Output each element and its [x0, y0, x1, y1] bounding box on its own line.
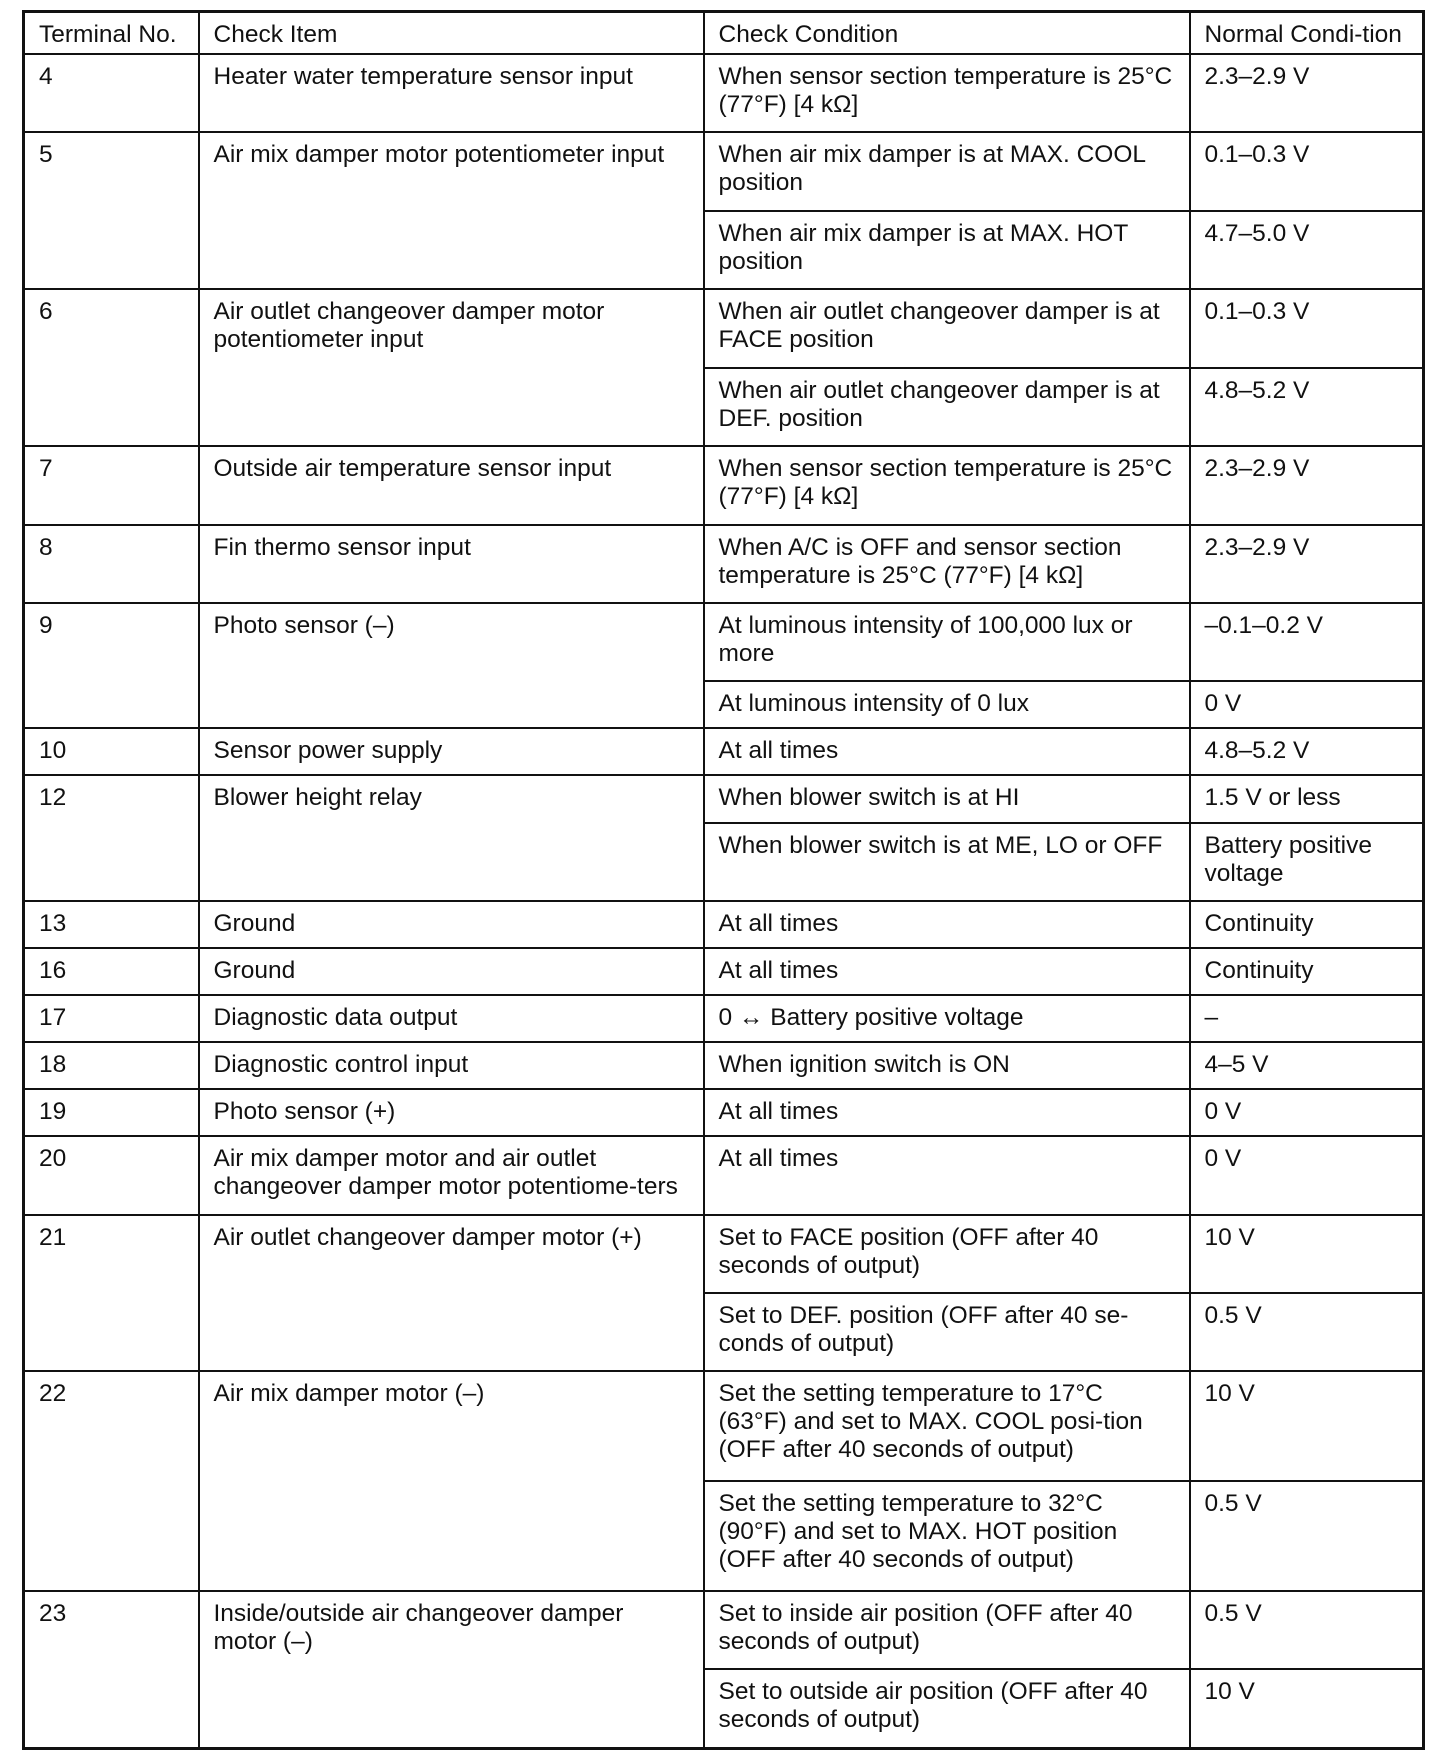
header-check-condition: Check Condition [704, 12, 1190, 55]
terminal-number: 18 [24, 1042, 199, 1089]
normal-condition: 4.7–5.0 V [1190, 211, 1424, 289]
check-item: Air mix damper motor and air outlet changeover damper motor potentiome-ters [199, 1136, 704, 1214]
check-condition: Set the setting temperature to 17°C (63°F) and set to MAX. COOL posi-tion (OFF after 40 seconds of output) [704, 1371, 1190, 1481]
normal-condition: 10 V [1190, 1669, 1424, 1748]
table-row [24, 54, 1424, 132]
terminal-number: 9 [24, 603, 199, 728]
check-item: Sensor power supply [199, 728, 704, 775]
normal-condition: 0.5 V [1190, 1481, 1424, 1591]
terminal-number: 19 [24, 1089, 199, 1136]
check-condition: At all times [704, 948, 1190, 995]
normal-condition: Continuity [1190, 901, 1424, 948]
header-normal-condition: Normal Condi-tion [1190, 12, 1424, 55]
check-condition: When ignition switch is ON [704, 1042, 1190, 1089]
table-row [24, 603, 1424, 681]
check-item: Air outlet changeover damper motor potentiometer input [199, 289, 704, 446]
terminal-number: 12 [24, 775, 199, 900]
header-terminal: Terminal No. [24, 12, 199, 55]
check-item: Photo sensor (+) [199, 1089, 704, 1136]
check-condition: When blower switch is at ME, LO or OFF [704, 823, 1190, 901]
check-item: Diagnostic data output [199, 995, 704, 1042]
check-condition: When sensor section temperature is 25°C (77°F) [4 kΩ] [704, 54, 1190, 132]
terminal-number: 5 [24, 132, 199, 289]
check-condition: Set to FACE position (OFF after 40 seconds of output) [704, 1215, 1190, 1293]
check-item: Inside/outside air changeover damper motor (–) [199, 1591, 704, 1749]
table-row [24, 132, 1424, 210]
normal-condition: –0.1–0.2 V [1190, 603, 1424, 681]
check-condition: Set to outside air position (OFF after 40 seconds of output) [704, 1669, 1190, 1748]
normal-condition: 4–5 V [1190, 1042, 1424, 1089]
check-condition: At all times [704, 1136, 1190, 1214]
normal-condition: Battery positive voltage [1190, 823, 1424, 901]
check-item: Outside air temperature sensor input [199, 446, 704, 524]
terminal-number: 10 [24, 728, 199, 775]
table-row [24, 775, 1424, 822]
table-body [24, 54, 1424, 1749]
terminal-number: 8 [24, 525, 199, 603]
normal-condition: 2.3–2.9 V [1190, 446, 1424, 524]
check-condition: When air mix damper is at MAX. COOL position [704, 132, 1190, 210]
check-item: Diagnostic control input [199, 1042, 704, 1089]
check-condition: Set to inside air position (OFF after 40 seconds of output) [704, 1591, 1190, 1669]
check-condition: When blower switch is at HI [704, 775, 1190, 822]
table-row [24, 525, 1424, 603]
normal-condition: 0.5 V [1190, 1591, 1424, 1669]
terminal-number: 21 [24, 1215, 199, 1372]
check-item: Air mix damper motor potentiometer input [199, 132, 704, 289]
normal-condition: 0.1–0.3 V [1190, 132, 1424, 210]
normal-condition: 0.1–0.3 V [1190, 289, 1424, 367]
check-item: Ground [199, 948, 704, 995]
normal-condition: 4.8–5.2 V [1190, 368, 1424, 446]
table-row [24, 1215, 1424, 1293]
table-row [24, 995, 1424, 1042]
terminal-number: 6 [24, 289, 199, 446]
table-row [24, 728, 1424, 775]
normal-condition: 0 V [1190, 1136, 1424, 1214]
terminal-check-table [22, 10, 1425, 1750]
normal-condition: 0 V [1190, 681, 1424, 728]
terminal-number: 4 [24, 54, 199, 132]
check-condition: When A/C is OFF and sensor section temperature is 25°C (77°F) [4 kΩ] [704, 525, 1190, 603]
table-row [24, 948, 1424, 995]
check-condition: At all times [704, 1089, 1190, 1136]
check-condition: Set the setting temperature to 32°C (90°F) and set to MAX. HOT position (OFF after 40 seconds of output) [704, 1481, 1190, 1591]
check-item: Air mix damper motor (–) [199, 1371, 704, 1591]
check-item: Fin thermo sensor input [199, 525, 704, 603]
check-item: Air outlet changeover damper motor (+) [199, 1215, 704, 1372]
table-row [24, 1136, 1424, 1214]
table-row [24, 1089, 1424, 1136]
table-row [24, 289, 1424, 367]
check-condition: At all times [704, 728, 1190, 775]
check-item: Ground [199, 901, 704, 948]
check-condition: When sensor section temperature is 25°C (77°F) [4 kΩ] [704, 446, 1190, 524]
table-row [24, 446, 1424, 524]
check-item: Heater water temperature sensor input [199, 54, 704, 132]
terminal-number: 20 [24, 1136, 199, 1214]
normal-condition: 0 V [1190, 1089, 1424, 1136]
table-row [24, 1371, 1424, 1481]
normal-condition: 0.5 V [1190, 1293, 1424, 1371]
header-row [24, 12, 1424, 55]
check-condition: 0 ↔ Battery positive voltage [704, 995, 1190, 1042]
normal-condition: 2.3–2.9 V [1190, 525, 1424, 603]
normal-condition: 10 V [1190, 1215, 1424, 1293]
check-item: Blower height relay [199, 775, 704, 900]
check-condition: At all times [704, 901, 1190, 948]
check-condition: At luminous intensity of 100,000 lux or more [704, 603, 1190, 681]
normal-condition: Continuity [1190, 948, 1424, 995]
terminal-number: 16 [24, 948, 199, 995]
normal-condition: 1.5 V or less [1190, 775, 1424, 822]
check-condition: At luminous intensity of 0 lux [704, 681, 1190, 728]
terminal-number: 13 [24, 901, 199, 948]
table-row [24, 1591, 1424, 1669]
terminal-number: 23 [24, 1591, 199, 1749]
normal-condition: 2.3–2.9 V [1190, 54, 1424, 132]
check-item: Photo sensor (–) [199, 603, 704, 728]
check-condition: When air outlet changeover damper is at DEF. position [704, 368, 1190, 446]
header-check-item: Check Item [199, 12, 704, 55]
table-row [24, 1042, 1424, 1089]
normal-condition: 10 V [1190, 1371, 1424, 1481]
check-condition: When air mix damper is at MAX. HOT position [704, 211, 1190, 289]
terminal-number: 22 [24, 1371, 199, 1591]
terminal-number: 17 [24, 995, 199, 1042]
check-condition: Set to DEF. position (OFF after 40 se-conds of output) [704, 1293, 1190, 1371]
table-row [24, 901, 1424, 948]
normal-condition: – [1190, 995, 1424, 1042]
normal-condition: 4.8–5.2 V [1190, 728, 1424, 775]
check-condition: When air outlet changeover damper is at FACE position [704, 289, 1190, 367]
terminal-number: 7 [24, 446, 199, 524]
